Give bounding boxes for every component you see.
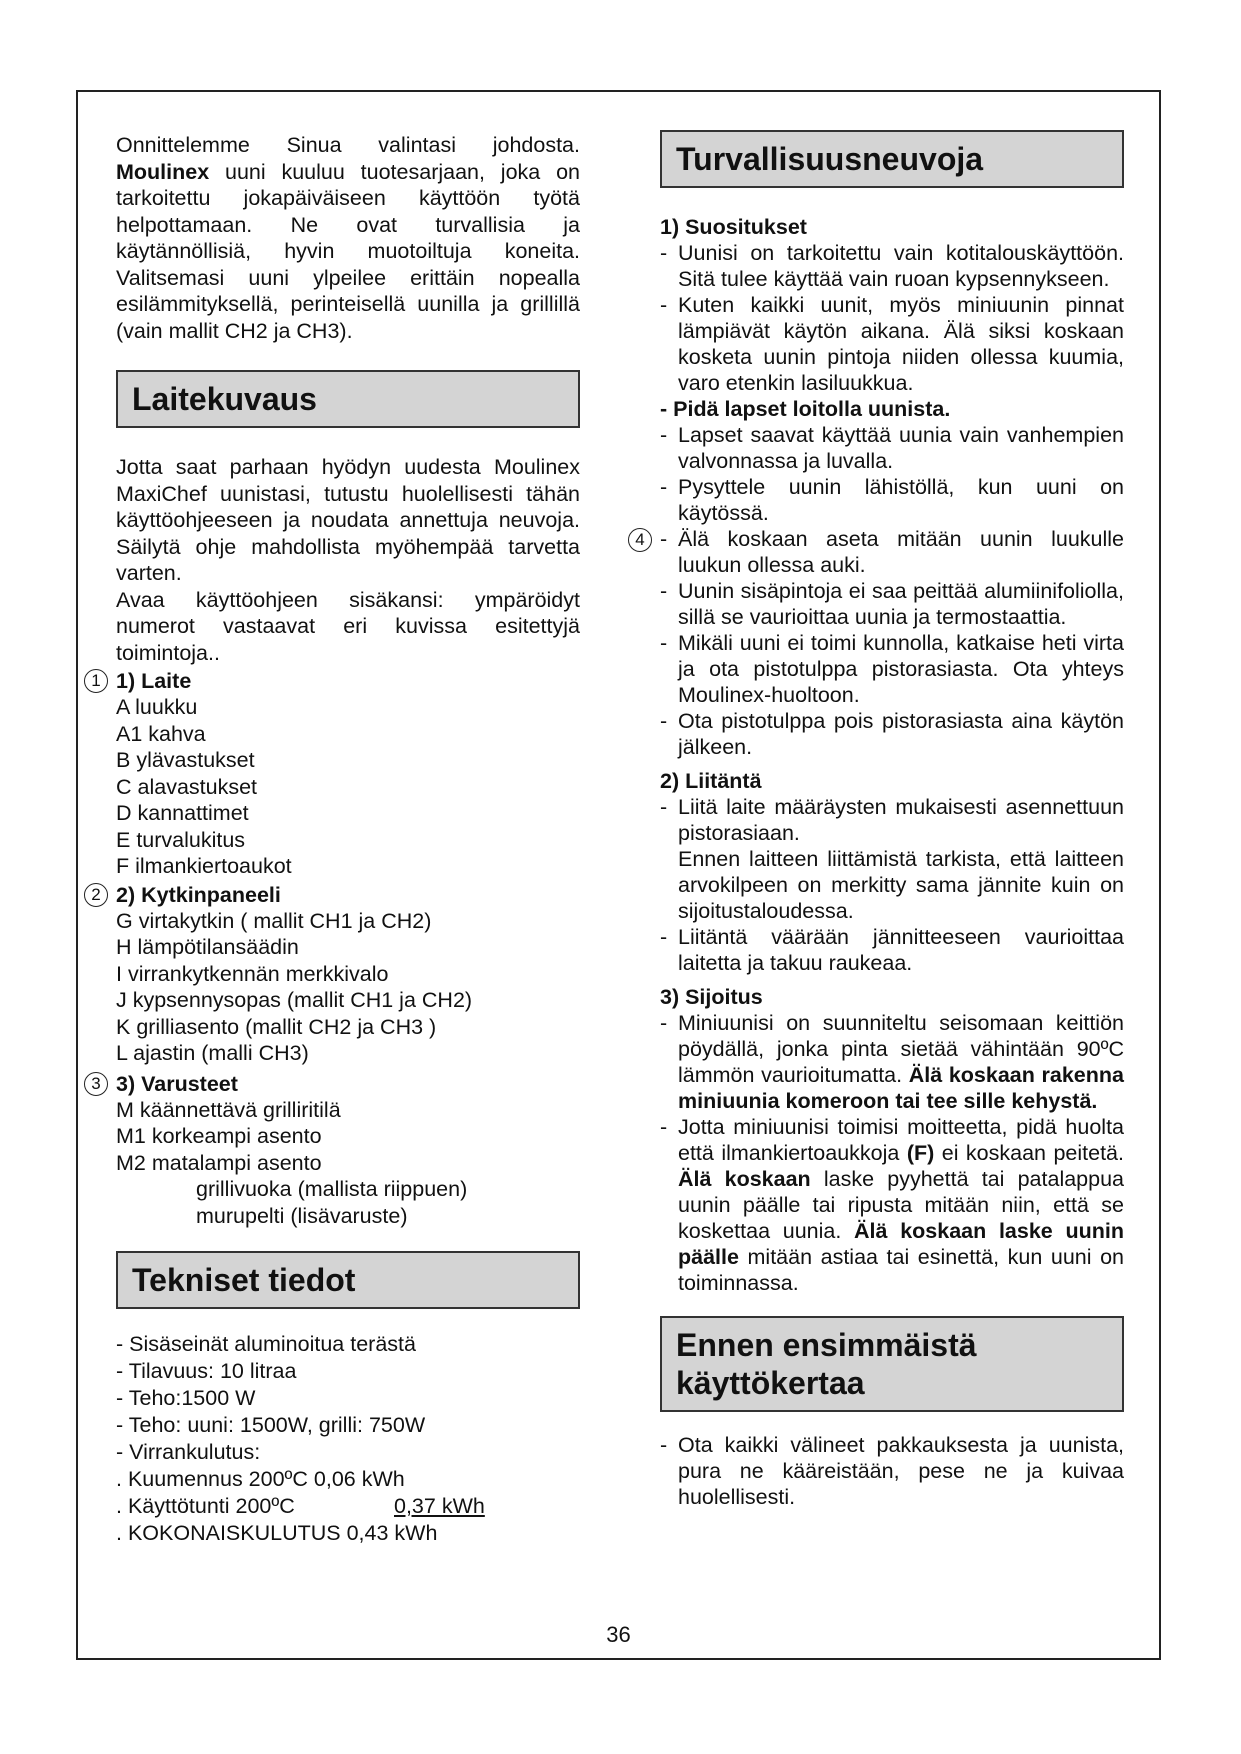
bullet-text: mitään astiaa tai esinettä, kun uuni on toiminnassa.: [678, 1245, 1124, 1295]
bullet-text: Pysyttele uunin lähistöllä, kun uuni on käytössä.: [678, 475, 1124, 525]
bullet-text: Ota kaikki välineet pakkauksesta ja uunista, pura ne kääreistään, pese ne ja kuivaa huolellisesti.: [678, 1433, 1124, 1509]
list-item: A1 kahva: [116, 721, 206, 746]
ennen-heading: Ennen ensimmäistä käyttökertaa: [660, 1316, 1124, 1412]
bullet-item: - Uunisi on tarkoitettu vain kotitalouskäyttöön. Sitä tulee käyttää vain ruoan kypsennykseen.: [660, 241, 1124, 291]
liitanta-title: 2) Liitäntä: [660, 769, 762, 793]
callout-marker-4: 4: [628, 528, 652, 552]
list-item: grillivuoka (mallista riippuen): [196, 1177, 468, 1201]
bullet-text: Ota pistotulppa pois pistorasiasta aina käytön jälkeen.: [678, 709, 1124, 759]
kayttotunti-label: . Käyttötunti 200ºC: [116, 1494, 295, 1518]
bullet-text: Jotta miniuunisi toimisi moitteetta, pidä huolta että ilmankiertoaukkoja: [678, 1115, 1124, 1165]
list-item: - Teho:1500 W: [116, 1386, 256, 1410]
callout-marker-2: 2: [84, 883, 108, 907]
list-item: - Sisäseinät aluminoitua terästä: [116, 1332, 416, 1356]
list-item: I virrankytkennän merkkivalo: [116, 961, 389, 986]
section-varusteet: [91, 1071, 580, 1230]
page-frame: [76, 90, 1161, 1660]
bullet-text: Lapset saavat käyttää uunia vain vanhempien valvonnassa ja luvalla.: [678, 423, 1124, 473]
list-item: A luukku: [116, 695, 198, 719]
list-item: L ajastin (malli CH3): [116, 1041, 309, 1065]
callout-marker-1: 1: [84, 669, 108, 693]
list-item: F ilmankiertoaukot: [116, 854, 292, 878]
list-item: D kannattimet: [116, 801, 249, 825]
bullet-text: Ennen laitteen liittämistä tarkista, että laitteen arvokilpeen on merkitty sama jännite kuin on sijoitustaloudessa.: [678, 847, 1124, 923]
section-kytkinpaneeli-title: 2) Kytkinpaneeli: [116, 882, 281, 907]
list-item-kayttotunti: [116, 1493, 580, 1520]
bullet-text: Älä koskaan aseta mitään uunin luukulle luukun ollessa auki.: [678, 527, 1124, 577]
bullet-item: - Pysyttele uunin lähistöllä, kun uuni on käytössä.: [660, 475, 1124, 525]
list-item: J kypsennysopas (mallit CH1 ja CH2): [116, 988, 473, 1012]
suositukset-title: 1) Suositukset: [660, 215, 807, 239]
bullet-item: - Uunin sisäpintoja ei saa peittää alumiinifoliolla, sillä se vaurioittaa uunia ja termostaattia.: [660, 579, 1124, 629]
section-varusteet-title: 3) Varusteet: [116, 1071, 238, 1096]
bullet-item: - Lapset saavat käyttää uunia vain vanhempien valvonnassa ja luvalla.: [660, 423, 1124, 473]
intro-brand: Moulinex: [116, 159, 210, 184]
bullet-text: Mikäli uuni ei toimi kunnolla, katkaise heti virta ja ota pistotulppa pistorasiasta. Ota yhteys Moulinex-huoltoon.: [678, 631, 1124, 707]
kayttotunti-value: 0,37 kWh: [394, 1494, 485, 1518]
bullet-item: 4 - Älä koskaan aseta mitään uunin luukulle luukun ollessa auki.: [660, 526, 1124, 578]
list-item: H lämpötilansäädin: [116, 935, 299, 959]
list-item: - Virrankulutus:: [116, 1440, 261, 1464]
tekniset-list: [116, 1331, 580, 1547]
laitekuvaus-para2: Avaa käyttöohjeen sisäkansi: ympäröidyt numerot vastaavat eri kuvissa esitettyjä toimintoja..: [116, 587, 580, 665]
section-laite-title: 1) Laite: [116, 669, 192, 693]
list-item: . KOKONAISKULUTUS 0,43 kWh: [116, 1521, 438, 1545]
list-item: B ylävastukset: [116, 748, 255, 772]
list-item: M2 matalampi asento: [116, 1150, 322, 1175]
list-item: - Teho: uuni: 1500W, grilli: 750W: [116, 1413, 426, 1437]
bullet-bold-text: (F): [906, 1141, 935, 1165]
list-item: murupelti (lisävaruste): [196, 1203, 408, 1228]
turvallisuus-heading: Turvallisuusneuvoja: [660, 130, 1124, 188]
bullet-bold-text: Älä koskaan rakenna miniuunia komeroon tai tee sille kehystä.: [678, 1063, 1124, 1113]
bullet-text: ei koskaan peitetä.: [934, 1141, 1124, 1165]
list-item: K grilliasento (mallit CH2 ja CH3 ): [116, 1014, 437, 1039]
bullet-bold-text: Älä koskaan laske uunin päälle: [678, 1219, 1124, 1269]
bullet-text: laske pyyhettä tai patalappua uunin päälle tai ripusta mitään niin, että se koskettaa uunia.: [678, 1167, 1125, 1243]
list-item: . Kuumennus 200ºC 0,06 kWh: [116, 1467, 405, 1491]
bullet-text: Liitäntä väärään jännitteeseen vaurioittaa laitetta ja takuu raukeaa.: [678, 925, 1124, 975]
bullet-continuation: [660, 846, 1124, 924]
list-item: E turvalukitus: [116, 827, 246, 852]
section-laite: [91, 668, 580, 880]
bullet-text: Uunisi on tarkoitettu vain kotitalouskäyttöön. Sitä tulee käyttää vain ruoan kypsennykseen.: [678, 241, 1124, 291]
bullet-bold-text: Älä koskaan: [678, 1167, 811, 1191]
bullet-text: Miniuunisi on suunniteltu seisomaan keittiön pöydällä, jonka pinta sietää vähintään 90ºC lämmön vaurioitumatta.: [678, 1011, 1124, 1087]
right-column: [635, 130, 1125, 1510]
intro-paragraph: [116, 132, 580, 344]
list-item: C alavastukset: [116, 774, 258, 799]
callout-marker-3: 3: [84, 1072, 108, 1096]
intro-rest: uuni kuuluu tuotesarjaan, joka on tarkoitettu jokapäiväiseen käyttöön työtä helpottamaan. Ne ovat turvallisia ja käytännöllisiä, hyvin muotoiltuja koneita. Valitsemasi uuni ylpeilee erittäin nopealla esilämmityksellä, perinteisellä uunilla ja grillillä (vain mallit CH2 ja CH3).: [116, 159, 580, 343]
bullet-item: - Jotta miniuunisi toimisi moitteetta, pidä huolta että ilmankiertoaukkoja (F) ei koskaan peitetä. Älä koskaan laske pyyhettä tai patalappua uunin päälle tai ripusta mitään niin, että se koskettaa uunia. Älä koskaan laske uunin päälle mitään astiaa tai esinettä, kun uuni on toiminnassa.: [660, 1115, 1125, 1295]
laitekuvaus-heading: Laitekuvaus: [116, 370, 580, 428]
list-item: M käännettävä grilliritilä: [116, 1097, 341, 1122]
laitekuvaus-para1: Jotta saat parhaan hyödyn uudesta Moulinex MaxiChef uunistasi, tutustu huolellisesti tähän käyttöohjeeseen ja noudata annettuja neuvoja. Säilytä ohje mahdollista myöhempää tarvetta varten.: [116, 455, 580, 585]
intro-line1: Onnittelemme Sinua valintasi johdosta.: [116, 133, 580, 157]
bullet-item: - Mikäli uuni ei toimi kunnolla, katkaise heti virta ja ota pistotulppa pistorasiasta. Ota yhteys Moulinex-huoltoon.: [660, 631, 1124, 707]
left-column: [91, 132, 580, 1547]
section-kytkinpaneeli: [91, 882, 580, 1067]
bullet-text: Uunin sisäpintoja ei saa peittää alumiinifoliolla, sillä se vaurioittaa uunia ja termostaattia.: [678, 579, 1124, 629]
bullet-item: - Ota pistotulppa pois pistorasiasta aina käytön jälkeen.: [660, 709, 1124, 759]
tekniset-heading: Tekniset tiedot: [116, 1251, 580, 1309]
bold-warning: - Pidä lapset loitolla uunista.: [660, 397, 951, 421]
list-item: M1 korkeampi asento: [116, 1124, 322, 1148]
list-item: - Tilavuus: 10 litraa: [116, 1359, 297, 1383]
bullet-item: - Liitäntä väärään jännitteeseen vaurioittaa laitetta ja takuu raukeaa.: [660, 925, 1124, 975]
bullet-text: Kuten kaikki uunit, myös miniuunin pinnat lämpiävät käytön aikana. Älä siksi koskaan kosketa uunin pintoja niiden ollessa kuumia, varo etenkin lasiluukkua.: [678, 293, 1124, 395]
page-number: 36: [606, 1622, 631, 1647]
bullet-item: - Kuten kaikki uunit, myös miniuunin pinnat lämpiävät käytön aikana. Älä siksi koskaan kosketa uunin pintoja niiden ollessa kuumia, varo etenkin lasiluukkua.: [660, 293, 1124, 395]
bullet-item: - Ota kaikki välineet pakkauksesta ja uunista, pura ne kääreistään, pese ne ja kuivaa huolellisesti.: [660, 1433, 1124, 1509]
sijoitus-title: 3) Sijoitus: [660, 985, 763, 1009]
list-item: G virtakytkin ( mallit CH1 ja CH2): [116, 908, 432, 933]
bullet-text: Liitä laite määräysten mukaisesti asennettuun pistorasiaan.: [678, 795, 1124, 845]
bullet-item: - Liitä laite määräysten mukaisesti asennettuun pistorasiaan.: [660, 795, 1124, 845]
bullet-item: - Miniuunisi on suunniteltu seisomaan keittiön pöydällä, jonka pinta sietää vähintään 90ºC lämmön vaurioitumatta. Älä koskaan rakenna miniuunia komeroon tai tee sille kehystä.: [660, 1011, 1124, 1113]
